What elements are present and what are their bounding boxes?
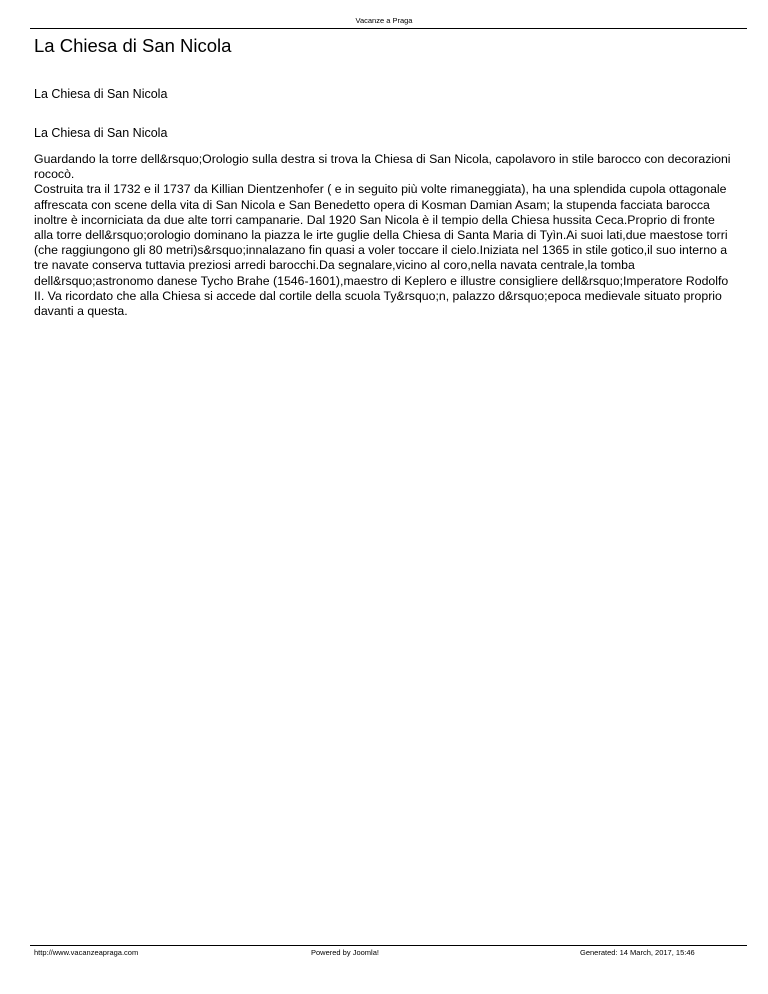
article-paragraph-intro: Guardando la torre dell&rsquo;Orologio sulla destra si trova la Chiesa di San Nicola, capolavoro in stile barocco con decorazioni rococò. — [34, 152, 731, 182]
article-subtitle-repeat: La Chiesa di San Nicola — [34, 126, 168, 140]
header-divider — [30, 28, 747, 29]
article-paragraph-main: Costruita tra il 1732 e il 1737 da Killian Dientzenhofer ( e in seguito più volte rimaneggiata), ha una splendida cupola ottagonale affrescata con scene della vita di San Nicola e San Benedetto opera di Kosman Damian Asam; la stupenda facciata barocca inoltre è incorniciata da due alte torri campanarie. Dal 1920 San Nicola è il tempio della Chiesa hussita Ceca.Proprio di fronte alla torre dell&rsquo;orologio dominano la piazza le irte guglie della Chiesa di Santa Maria di Tyìn.Ai suoi lati,due maestose torri (che raggiungono gli 80 metri)s&rsquo;innalazano fin quasi a voler toccare il cielo.Iniziata nel 1365 in stile gotico,il suo interno a tre navate conserva tuttavia preziosi arredi barocchi.Da segnalare,vicino al coro,nella navata centrale,la tomba dell&rsquo;astronomo danese Tycho Brahe (1546-1601),maestro di Keplero e illustre consigliere dell&rsquo;Imperatore Rodolfo II. Va ricordato che alla Chiesa si accede dal cortile della scuola Ty&rsquo;n, palazzo d&rsquo;epoca medievale situato proprio davanti a questa. — [34, 182, 729, 319]
site-name: Vacanze a Praga — [355, 16, 413, 25]
article-subtitle: La Chiesa di San Nicola — [34, 87, 168, 101]
article-body — [34, 152, 734, 319]
footer-powered-by: Powered by Joomla! — [311, 948, 379, 957]
footer-divider — [30, 945, 747, 946]
article-title: La Chiesa di San Nicola — [34, 35, 232, 56]
footer-site-url: http://www.vacanzeapraga.com — [34, 948, 139, 957]
footer-generated-date: Generated: 14 March, 2017, 15:46 — [580, 948, 695, 957]
page-header — [0, 0, 768, 26]
